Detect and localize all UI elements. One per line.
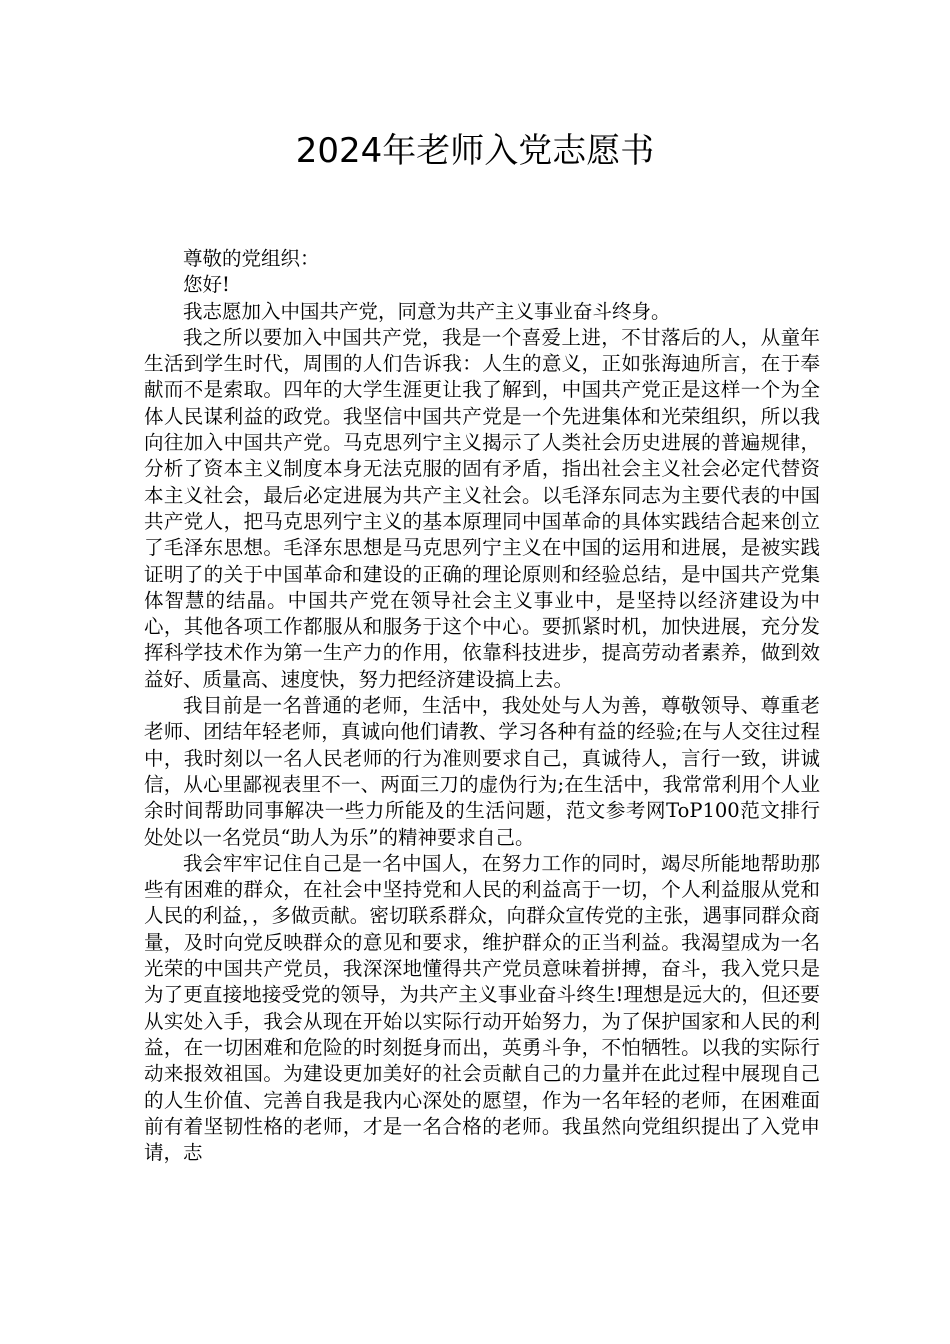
paragraph-1: 我志愿加入中国共产党，同意为共产主义事业奋斗终身。 [183, 299, 671, 323]
paragraph-2: 我之所以要加入中国共产党，我是一个喜爱上进，不甘落后的人，从童年生活到学生时代，周围的人们告诉我：人生的意义，正如张海迪所言，在于奉献而不是索取。四年的大学生涯更让我了解到，中国共产党正是这样一个为全体人民谋利益的政党。我坚信中国共产党是一个先进集体和光荣组织，所以我向往加入中国共产党。马克思列宁主义揭示了人类社会历史进展的普遍规律，分析了资本主义制度本身无法克服的固有矛盾，指出社会主义社会必定代替资本主义社会，最后必定进展为共产主义社会。以毛泽东同志为主要代表的中国共产党人，把马克思列宁主义的基本原理同中国革命的具体实践结合起来创立了毛泽东思想。毛泽东思想是马克思列宁主义在中国的运用和进展，是被实践证明了的关于中国革命和建设的正确的理论原则和经验总结，是中国共产党集体智慧的结晶。中国共产党在领导社会主义事业中，是坚持以经济建设为中心，其他各项工作都服从和服务于这个中心。要抓紧时机，加快进展，充分发挥科学技术作为第一生产力的作用，依靠科技进步，提高劳动者素养，做到效益好、质量高、速度快，努力把经济建设搞上去。 [144, 325, 820, 691]
paragraph-3: 我目前是一名普通的老师，生活中，我处处与人为善，尊敬领导、尊重老老师、团结年轻老师，真诚向他们请教、学习各种有益的经验;在与人交往过程中，我时刻以一名人民老师的行为准则要求自己，真诚待人，言行一致，讲诚信，从心里鄙视表里不一、两面三刀的虚伪行为;在生活中，我常常利用个人业余时间帮助同事解决一些力所能及的生活问题，范文参考网ToP100范文排行处处以一名党员“助人为乐”的精神要求自己。 [144, 694, 820, 849]
document-title: 2024年老师入党志愿书 [295, 131, 655, 171]
salutation: 尊敬的党组织： [183, 247, 320, 270]
greeting: 您好! [183, 273, 230, 297]
paragraph-4: 我会牢牢记住自己是一名中国人，在努力工作的同时，竭尽所能地帮助那些有困难的群众，在社会中坚持党和人民的利益高于一切，个人利益服从党和人民的利益，，多做贡献。密切联系群众，向群众宣传党的主张，遇事同群众商量，及时向党反映群众的意见和要求，维护群众的正当利益。我渴望成为一名光荣的中国共产党员，我深深地懂得共产党员意味着拼搏，奋斗，我入党只是为了更直接地接受党的领导，为共产主义事业奋斗终生!理想是远大的，但还要从实处入手，我会从现在开始以实际行动开始努力，为了保护国家和人民的利益，在一切困难和危险的时刻挺身而出，英勇斗争，不怕牺牲。以我的实际行动来报效祖国。为建设更加美好的社会贡献自己的力量并在此过程中展现自己的人生价值、完善自我是我内心深处的愿望，作为一名年轻的老师，在困难面前有着坚韧性格的老师，才是一名合格的老师。我虽然向党组织提出了入党申请，志 [144, 851, 820, 1165]
document-body [144, 246, 820, 1166]
